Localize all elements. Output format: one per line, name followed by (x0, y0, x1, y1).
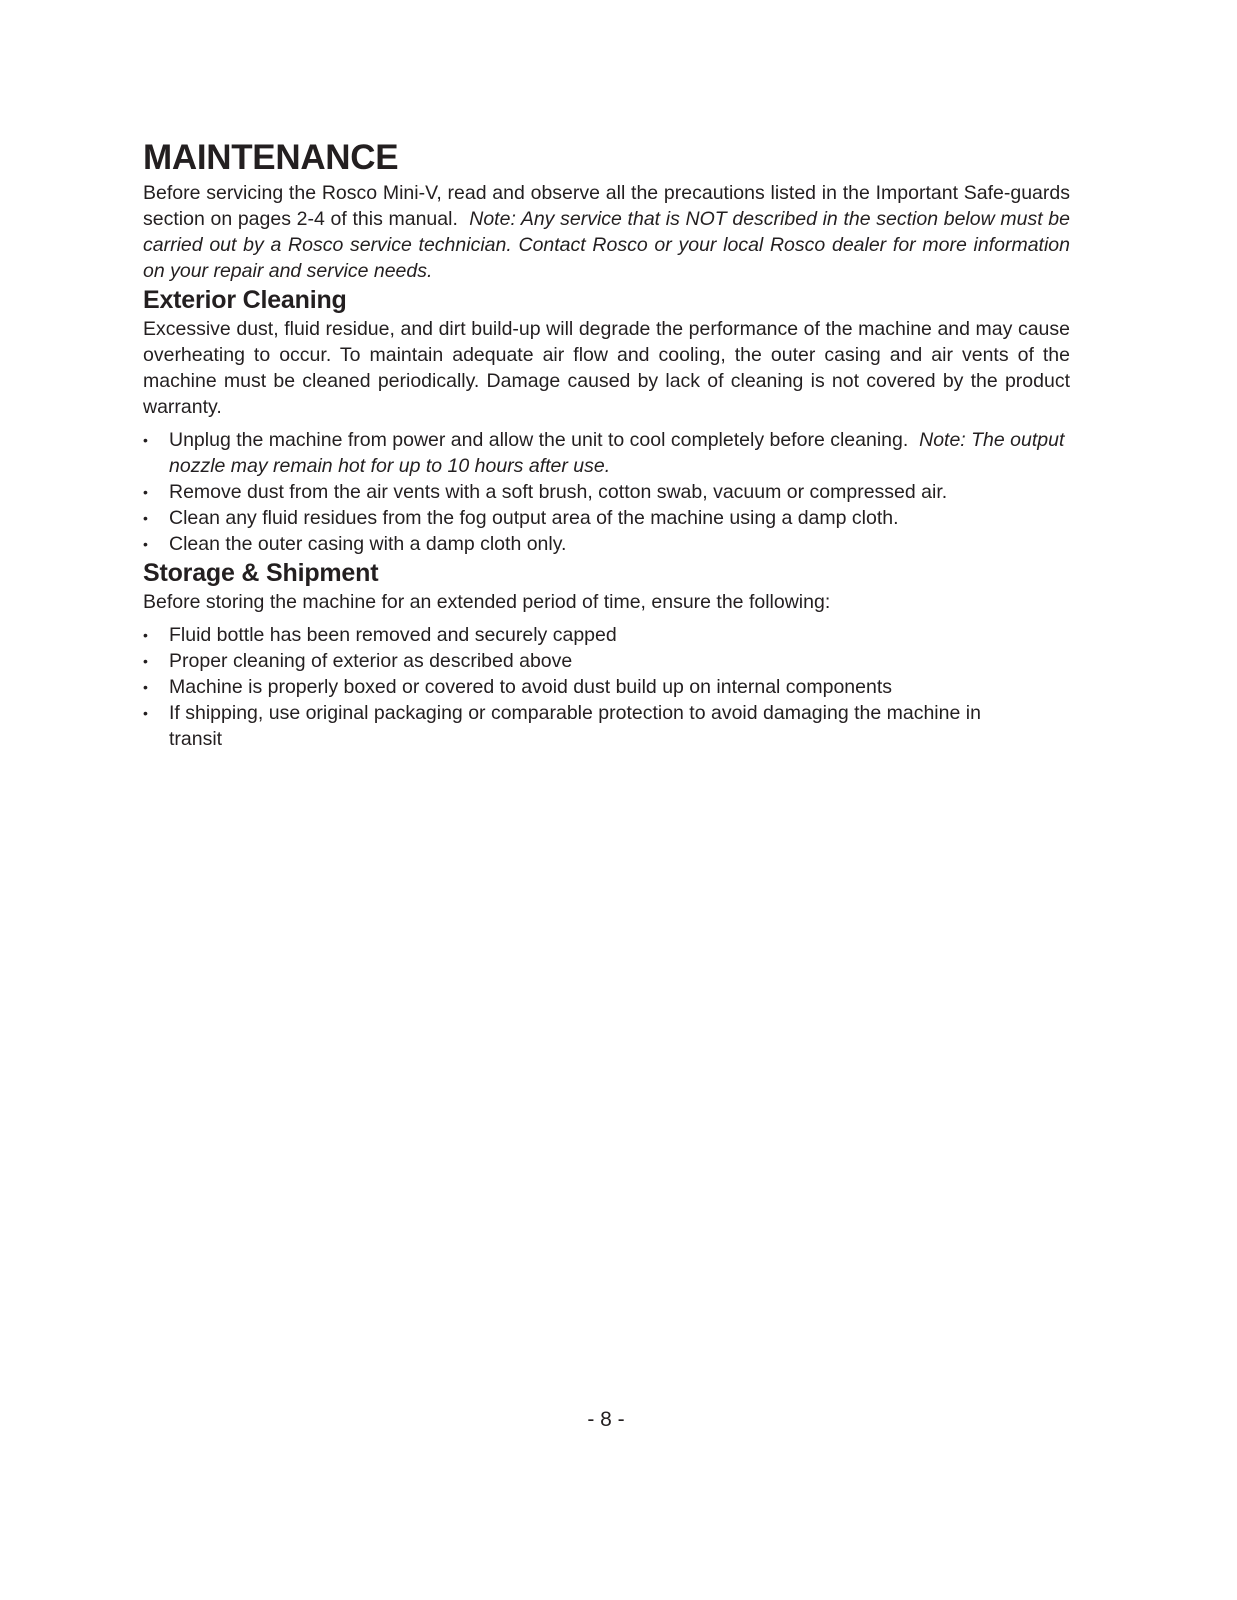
list-item-text: Unplug the machine from power and allow the unit to cool completely before cleaning. (169, 429, 909, 451)
list-item-text: Machine is properly boxed or covered to avoid dust build up on internal components (169, 676, 893, 698)
page-number: - 8 - (587, 1408, 625, 1431)
list-item (143, 648, 1070, 674)
intro-paragraph (143, 180, 1070, 284)
exterior-cleaning-heading: Exterior Cleaning (143, 286, 347, 314)
storage-shipment-heading: Storage & Shipment (143, 559, 379, 587)
list-item (143, 427, 1070, 479)
bullet-glyph: • (143, 627, 148, 643)
list-item-text: Clean the outer casing with a damp cloth only. (169, 533, 567, 555)
bullet-glyph: • (143, 679, 148, 695)
list-item (143, 674, 1070, 700)
storage-shipment-list (143, 622, 1070, 752)
page-title: MAINTENANCE (143, 138, 399, 177)
bullet-glyph: • (143, 653, 148, 669)
intro-text: Before servicing the Rosco Mini-V, read and observe all the precautions listed in the Important Safe-guards section on pages 2-4 of this manual. (143, 182, 1070, 230)
list-item-text: Clean any fluid residues from the fog output area of the machine using a damp cloth. (169, 507, 899, 529)
list-item (143, 479, 1070, 505)
list-item-note: Note: The output nozzle may remain hot for up to 10 hours after use. (169, 429, 1065, 477)
exterior-cleaning-list (143, 427, 1070, 557)
list-item-text: Fluid bottle has been removed and securely capped (169, 624, 617, 646)
intro-note: Note: Any service that is NOT described in the section below must be carried out by a Rosco service technician. Contact Rosco or your local Rosco dealer for more information on your repair and service needs. (143, 208, 1070, 282)
storage-shipment-paragraph: Before storing the machine for an extended period of time, ensure the following: (143, 591, 831, 613)
list-item (143, 531, 1070, 557)
bullet-glyph: • (143, 705, 148, 721)
exterior-cleaning-paragraph: Excessive dust, fluid residue, and dirt build-up will degrade the performance of the machine and may cause overheating to occur. To maintain adequate air flow and cooling, the outer casing and air vents of the machine must be cleaned periodically. Damage caused by lack of cleaning is not covered by the product warranty. (143, 318, 1070, 418)
list-item (143, 700, 1070, 752)
list-item-text: Proper cleaning of exterior as described above (169, 650, 573, 672)
list-item (143, 505, 1070, 531)
bullet-glyph: • (143, 432, 148, 448)
bullet-glyph: • (143, 484, 148, 500)
list-item-text: Remove dust from the air vents with a soft brush, cotton swab, vacuum or compressed air. (169, 481, 948, 503)
list-item (143, 622, 1070, 648)
list-item-text: If shipping, use original packaging or comparable protection to avoid damaging the machine in transit (169, 702, 981, 750)
bullet-glyph: • (143, 510, 148, 526)
manual-page (143, 136, 1070, 752)
bullet-glyph: • (143, 536, 148, 552)
